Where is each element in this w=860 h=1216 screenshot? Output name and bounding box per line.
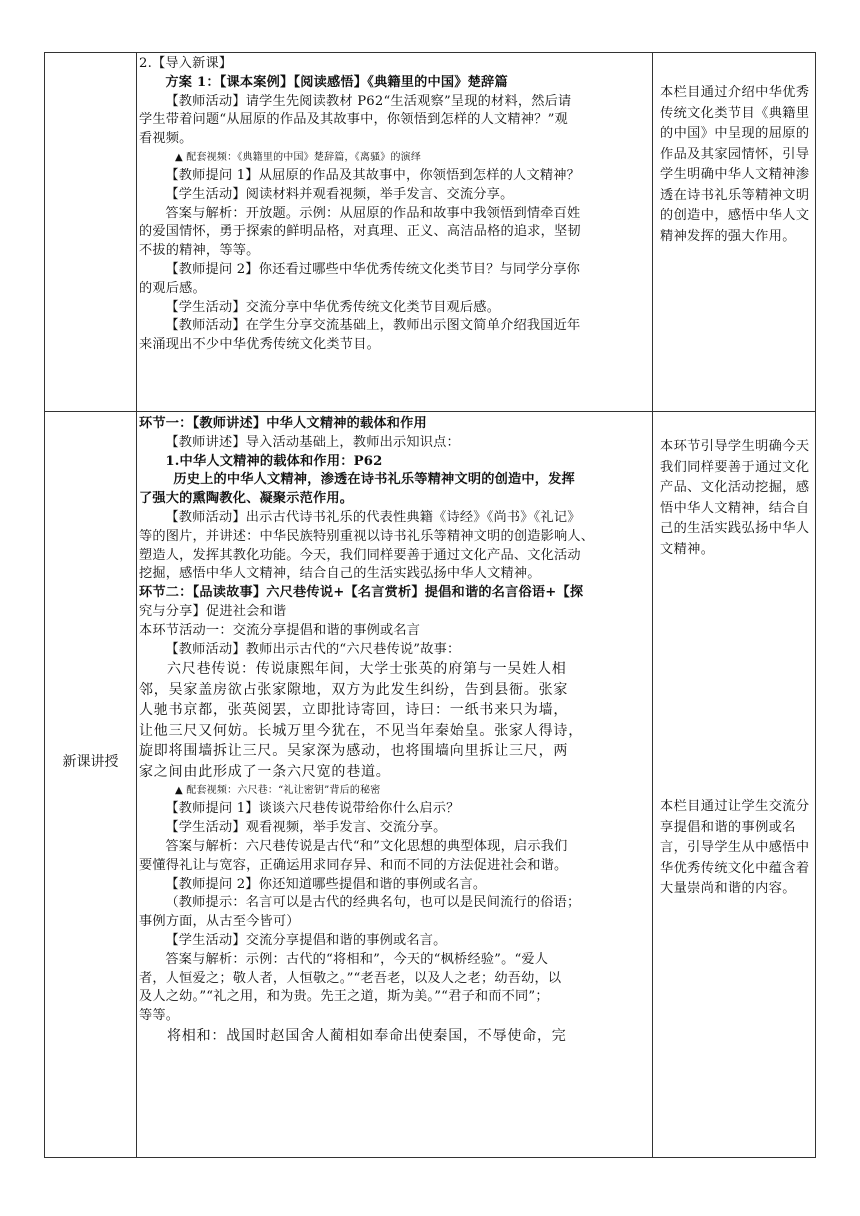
row2-line: 历史上的中华人文精神，渗透在诗书礼乐等精神文明的创造中，发挥: [173, 472, 575, 488]
row1-line: 的观后感。: [139, 280, 206, 296]
row1-line: 不拔的精神，等等。: [139, 243, 260, 259]
row1-content: [139, 55, 653, 355]
row2-line: ▲ 配套视频：六尺巷：“礼让密钥”背后的秘密: [175, 785, 381, 797]
row1-line: 的爱国情怀，勇于探索的鲜明品格，对真理、正义、高洁品格的追求，坚韧: [139, 224, 581, 240]
row2-line: 事例方面，从古至今皆可）: [139, 914, 300, 930]
row2-line: 环节一：【教师讲述】中华人文精神的载体和作用: [139, 416, 427, 431]
row2-line: 让他三尺又何妨。长城万里今犹在，不见当年秦始皇。张家人得诗，: [139, 722, 583, 739]
row2-line: （教师提示：名言可以是古代的经典名句，也可以是民间流行的俗语；: [165, 895, 581, 911]
row2-line: 将相和：战国时赵国舍人蔺相如奉命出使秦国，不辱使命，完: [167, 1027, 567, 1044]
row1-line: 答案与解析：开放题。示例：从屈原的作品和故事中我领悟到情牵百姓: [165, 205, 581, 221]
row2-line: 【教师活动】教师出示古代的“六尺巷传说”故事：: [165, 641, 461, 657]
row1-line: 【教师提问 1】从屈原的作品及其故事中，你领悟到怎样的人文精神？: [165, 167, 580, 183]
row2-line: 【教师提问 1】谈谈六尺巷传说带给你什么启示？: [165, 801, 460, 817]
row1-note-text: 本栏目通过介绍中华优秀传统文化类节目《典籍里的中国》中呈现的屈原的作品及其家园情怀，引导学生明确中华人文精神渗透在诗书礼乐等精神文明的创造中，感悟中华人文精神发挥的强大作用。: [660, 85, 810, 244]
row2-line: 了强大的熏陶教化、凝聚示范作用。: [139, 491, 354, 507]
row2-line: 及人之幼。”“礼之用，和为贵。先王之道，斯为美。”“君子和而不同”；: [139, 989, 549, 1005]
row1-line: 2.【导入新课】: [139, 56, 233, 71]
row2-line: 塑造人，发挥其教化功能。今天，我们同样要善于通过文化产品、文化活动: [139, 547, 581, 563]
row1-note: [660, 83, 810, 247]
row2-line: 【教师讲述】导入活动基础上，教师出示知识点：: [165, 434, 460, 450]
row2-line: 答案与解析：六尺巷传说是古代“和”文化思想的典型体现，启示我们: [165, 838, 568, 854]
row2-line: 者，人恒爱之；敬人者，人恒敬之。”“老吾老，以及人之老；幼吾幼，以: [139, 970, 562, 986]
row2-note-1-text: 本环节引导学生明确今天我们同样要善于通过文化产品、文化活动挖掘，感悟中华人文精神，结合自己的生活实践弘扬中华人文精神。: [660, 439, 810, 557]
row1-line: 方案 1：【课本案例】【阅读感悟】《典籍里的中国》楚辞篇: [165, 74, 508, 90]
row2-line: 等的图片，并讲述：中华民族特别重视以诗书礼乐等精神文明的创造影响人、: [139, 528, 595, 544]
row2-content: [139, 415, 653, 1046]
row1-line: 【教师提问 2】你还看过哪些中华优秀传统文化类节目？与同学分享你: [165, 261, 580, 277]
row-divider: [45, 411, 815, 412]
row1-line: 【学生活动】交流分享中华优秀传统文化类节目观后感。: [165, 299, 501, 315]
row2-line: 究与分享】促进社会和谐: [139, 603, 287, 619]
row2-note-1: [660, 437, 810, 560]
row2-note-2: [660, 797, 810, 900]
row1-line: 看视频。: [139, 131, 193, 147]
row2-line: 六尺巷传说：传说康熙年间，大学士张英的府第与一吴姓人相: [167, 661, 567, 678]
row1-line: 来涌现出不少中华优秀传统文化类节目。: [139, 337, 380, 353]
column-divider-left: [136, 53, 137, 1157]
row2-line: 要懂得礼让与宽容，正确运用求同存异、和而不同的方法促进社会和谐。: [139, 857, 568, 873]
row2-line: 家之间由此形成了一条六尺宽的巷道。: [139, 763, 391, 780]
row1-line: ▲ 配套视频：《典籍里的中国》楚辞篇，《离骚》的演绎: [175, 151, 422, 163]
row2-line: 本环节活动一：交流分享提倡和谐的事例或名言: [139, 622, 421, 638]
row2-label: 新课讲授: [62, 754, 119, 770]
row2-line: 等等。: [139, 1008, 180, 1024]
row2-line: 挖掘，感悟中华人文精神，结合自己的生活实践弘扬中华人文精神。: [139, 566, 541, 582]
row2-note-2-text: 本栏目通过让学生交流分享提倡和谐的事例或名言，引导学生从中感悟中华优秀传统文化中蕴含着大量崇尚和谐的内容。: [660, 799, 810, 896]
row2-line: 1.中华人文精神的载体和作用：P62: [165, 453, 383, 469]
row1-line: 学生带着问题“从屈原的作品及其故事中，你领悟到怎样的人文精神？”观: [139, 112, 568, 128]
row2-line: 邻，吴家盖房欲占张家隙地，双方为此发生纠纷，告到县衙。张家: [139, 681, 569, 698]
row2-line: 【教师活动】出示古代诗书礼乐的代表性典籍《诗经》《尚书》《礼记》: [165, 509, 581, 525]
row2-line: 【教师提问 2】你还知道哪些提倡和谐的事例或名言。: [165, 876, 487, 892]
row2-line: 【学生活动】交流分享提倡和谐的事例或名言。: [165, 932, 447, 948]
row2-line: 人驰书京都，张英阅罢，立即批诗寄回，诗曰：一纸书来只为墙，: [139, 702, 569, 719]
row1-line: 【教师活动】请学生先阅读教材 P62“生活观察”呈现的材料，然后请: [165, 93, 572, 109]
row1-line: 【教师活动】在学生分享交流基础上，教师出示图文简单介绍我国近年: [165, 318, 581, 334]
lesson-plan-table: [44, 52, 816, 1158]
row2-line: 旋即将围墙拆让三尺。吴家深为感动，也将围墙向里拆让三尺，两: [139, 743, 569, 760]
row2-line: 答案与解析：示例：古代的“将相和”，今天的“枫桥经验”。“爱人: [165, 951, 549, 967]
row2-line: 环节二：【品读故事】六尺巷传说+【名言赏析】提倡和谐的名言俗语+【探: [139, 585, 584, 601]
row1-line: 【学生活动】阅读材料并观看视频，举手发言、交流分享。: [165, 186, 514, 202]
row2-line: 【学生活动】观看视频，举手发言、交流分享。: [165, 820, 447, 836]
